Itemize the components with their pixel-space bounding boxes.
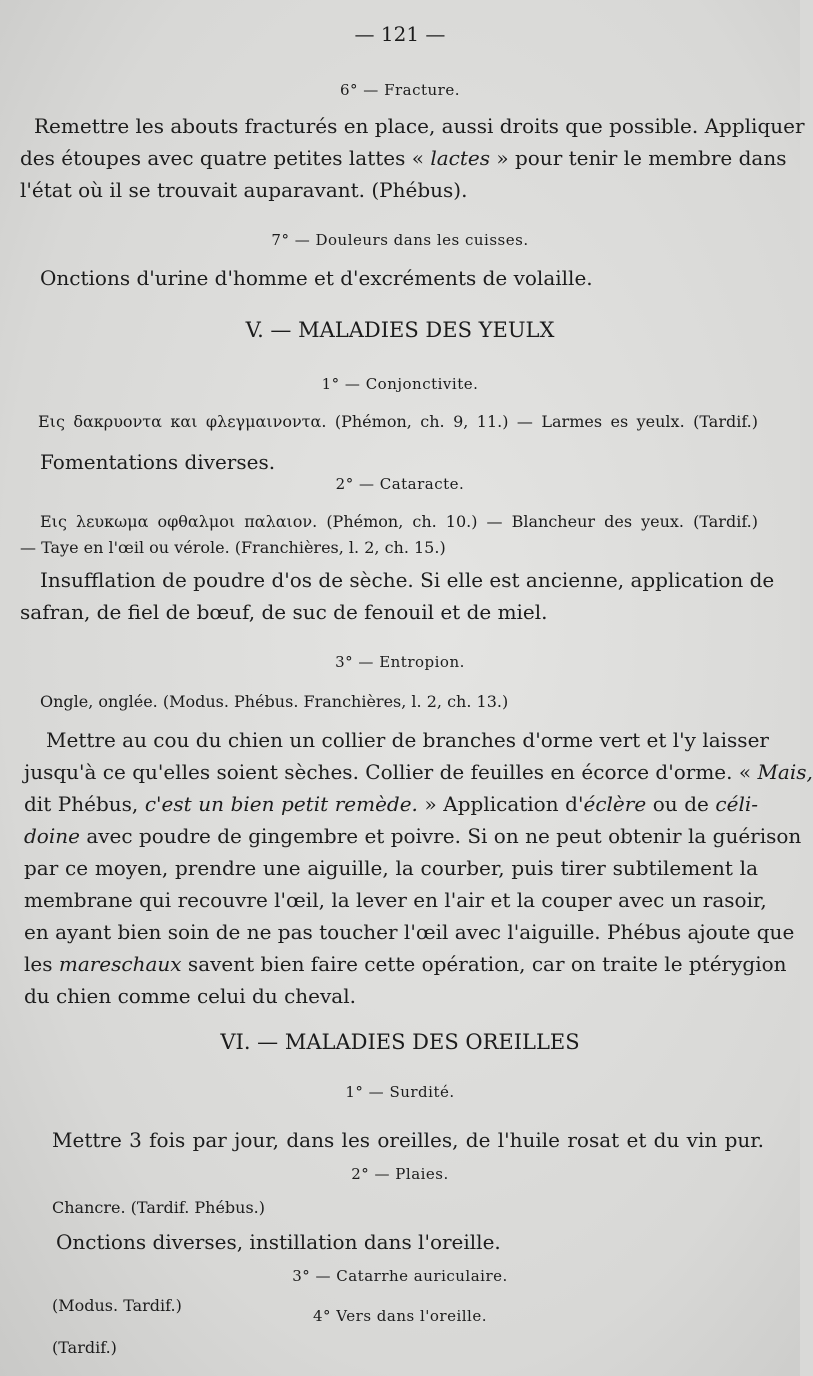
heading-conjonctivite: 1° — Conjonctivite. xyxy=(321,375,479,393)
entropion-line-1: Mettre au cou du chien un collier de branches d'orme vert et l'y laisser xyxy=(46,728,769,752)
entropion-line-4: doine avec poudre de gingembre et poivre. Si on ne peut obtenir la guérison xyxy=(24,824,802,848)
surdite-text: Mettre 3 fois par jour, dans les oreilles, de l'huile rosat et du vin pur. xyxy=(52,1128,764,1152)
catarrhe-ref: (Modus. Tardif.) xyxy=(52,1296,182,1315)
conjonctivite-ref: Εις δακρυοντα και φλεγμαινοντα. (Phémon, ch. 9, 11.) — Larmes es yeulx. (Tardif.) xyxy=(38,412,758,431)
cataracte-ref-2: — Taye en l'œil ou vérole. (Franchières, l. 2, ch. 15.) xyxy=(20,538,446,557)
heading-vers: 4° Vers dans l'oreille. xyxy=(313,1307,487,1325)
chapter-title-yeux: V. — MALADIES DES YEULX xyxy=(245,318,555,342)
chapter-title-oreilles: VI. — MALADIES DES OREILLES xyxy=(220,1030,580,1054)
entropion-line-6: membrane qui recouvre l'œil, la lever en l'air et la couper avec un rasoir, xyxy=(24,888,767,912)
douleurs-text: Onctions d'urine d'homme et d'excréments de volaille. xyxy=(40,266,593,290)
heading-entropion: 3° — Entropion. xyxy=(335,653,465,671)
fracture-line-3: l'état où il se trouvait auparavant. (Phébus). xyxy=(20,178,468,202)
entropion-line-5: par ce moyen, prendre une aiguille, la courber, puis tirer subtilement la xyxy=(24,856,758,880)
plaies-ref: Chancre. (Tardif. Phébus.) xyxy=(52,1198,266,1217)
page-number: — 121 — xyxy=(354,22,446,46)
entropion-line-9: du chien comme celui du cheval. xyxy=(24,984,356,1008)
heading-catarrhe: 3° — Catarrhe auriculaire. xyxy=(292,1267,508,1285)
entropion-ref: Ongle, onglée. (Modus. Phébus. Franchières, l. 2, ch. 13.) xyxy=(40,692,509,711)
cataracte-ref-1: Εις λευκωμα οφθαλμοι παλαιον. (Phémon, ch. 10.) — Blancheur des yeux. (Tardif.) xyxy=(40,512,758,531)
fracture-line-2: des étoupes avec quatre petites lattes « lactes » pour tenir le membre dans xyxy=(20,146,787,170)
vers-ref: (Tardif.) xyxy=(52,1338,117,1357)
conjonctivite-text: Fomentations diverses. xyxy=(40,450,276,474)
entropion-line-3: dit Phébus, c'est un bien petit remède. » Application d'éclère ou de céli- xyxy=(24,792,759,816)
heading-cataracte: 2° — Cataracte. xyxy=(335,475,465,493)
heading-fracture: 6° — Fracture. xyxy=(339,81,460,99)
entropion-line-8: les mareschaux savent bien faire cette opération, car on traite le ptérygion xyxy=(24,952,787,976)
heading-plaies: 2° — Plaies. xyxy=(351,1165,449,1183)
heading-surdite: 1° — Surdité. xyxy=(345,1083,455,1101)
fracture-line-1: Remettre les abouts fracturés en place, aussi droits que possible. Appliquer xyxy=(34,114,805,138)
heading-douleurs: 7° — Douleurs dans les cuisses. xyxy=(271,231,529,249)
plaies-text: Onctions diverses, instillation dans l'oreille. xyxy=(56,1230,501,1254)
cataracte-line-1: Insufflation de poudre d'os de sèche. Si elle est ancienne, application de xyxy=(40,568,775,592)
cataracte-line-2: safran, de fiel de bœuf, de suc de fenouil et de miel. xyxy=(20,600,548,624)
entropion-line-7: en ayant bien soin de ne pas toucher l'œil avec l'aiguille. Phébus ajoute que xyxy=(24,920,795,944)
entropion-line-2: jusqu'à ce qu'elles soient sèches. Collier de feuilles en écorce d'orme. « Mais, xyxy=(24,760,813,784)
